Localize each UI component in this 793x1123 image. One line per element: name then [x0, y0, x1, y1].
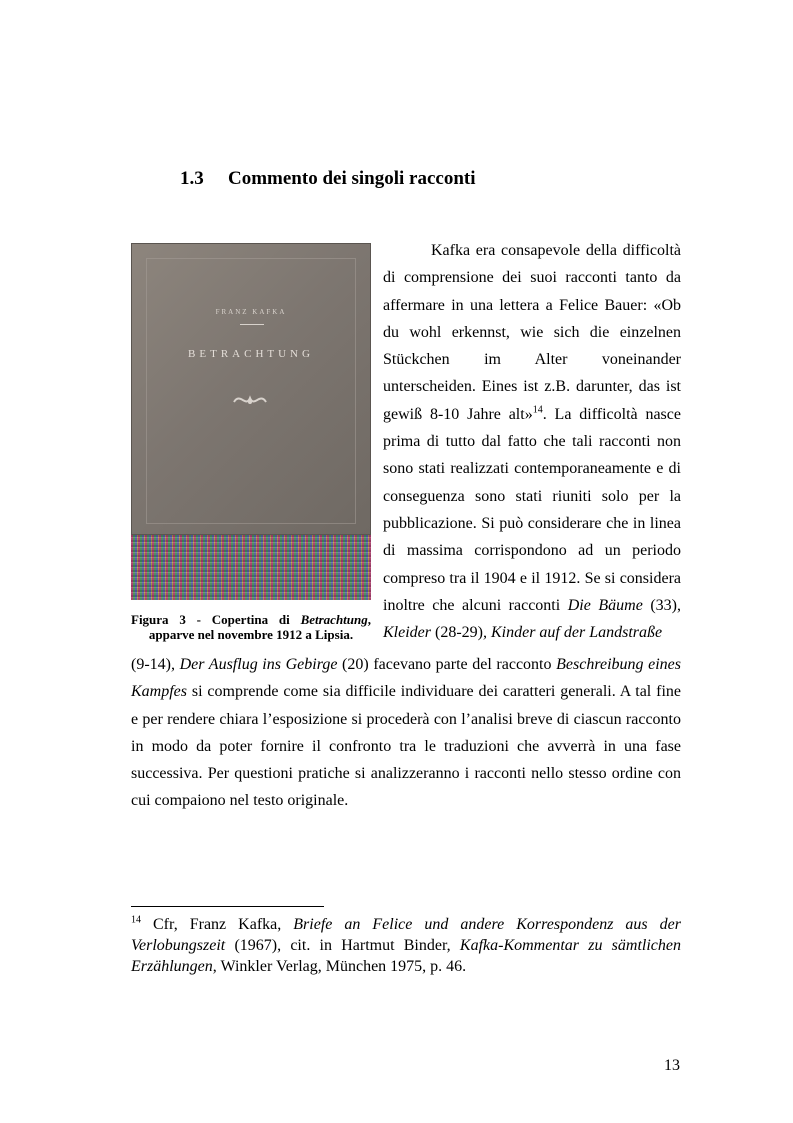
- section-number: 1.3: [180, 168, 204, 189]
- paragraph-text: . La difficoltà nasce prima di tutto dal fatto che tali racconti non sono stati realizzati contemporaneamente e di conseguenza sono stati riuniti solo per la pubblicazione. Si può considerare che in linea di massima corrispondono ad un periodo compreso tra il 1904 e il 1912. Se si considera inoltre che alcuni racconti: [383, 405, 681, 614]
- caption-prefix: Figura 3 - Copertina di: [131, 612, 301, 627]
- section-title: Commento dei singoli racconti: [228, 168, 476, 189]
- paragraph-text: si comprende come sia difficile individuare dei caratteri generali. A tal fine e per rendere chiara l’esposizione si procederà con l’analisi breve di ciascun racconto in modo da poter fornire il confronto tra le traduzioni che avverrà in una fase successiva. Per questioni pratiche si analizzeranno i racconti nello stesso ordine con cui compaiono nel testo originale.: [131, 683, 681, 810]
- footnote-text: , Winkler Verlag, München 1975, p. 46.: [212, 958, 467, 975]
- book-cover-image: [131, 243, 371, 535]
- story-pages: (33),: [642, 596, 682, 614]
- paragraph-text: Kafka era consapevole della difficoltà di comprensione dei suoi racconti tanto da affermare in una lettera a Felice Bauer: [383, 242, 681, 314]
- cover-author: FRANZ KAFKA: [215, 308, 287, 316]
- footnote: [131, 914, 681, 977]
- paragraph-text: (20) facevano parte del racconto: [337, 656, 557, 673]
- section-heading: [180, 168, 476, 190]
- story-title: Die Bäume: [567, 596, 643, 614]
- footnote-text: Cfr, Franz Kafka,: [141, 916, 294, 933]
- story-title: , Kinder auf der Landstraße: [482, 624, 663, 642]
- scan-noise-band: [131, 535, 371, 600]
- footnote-reference[interactable]: 14: [532, 404, 543, 416]
- cover-rule: [240, 324, 264, 325]
- story-pages: (28-29): [431, 624, 483, 642]
- caption-suffix: , apparve nel novembre 1912 a Lipsia.: [148, 612, 371, 642]
- story-title: Kleider: [383, 624, 431, 642]
- story-title: , Der Ausflug ins Gebirge: [170, 656, 338, 673]
- footnote-text: (1967), cit. in Hartmut Binder,: [225, 937, 460, 954]
- figure-caption: [131, 612, 371, 642]
- paragraph-full-width: [131, 651, 681, 815]
- caption-book-title: Betrachtung: [300, 612, 368, 627]
- cover-ornament-icon: [230, 390, 270, 410]
- footnote-title: Briefe an Felice und andere Korrespondenz aus der Verlobungszeit: [131, 916, 682, 954]
- story-title: Beschreibung eines Kampfes: [131, 656, 681, 701]
- page-number: 13: [664, 1057, 680, 1074]
- footnote-title: Kafka-Kommentar zu sämtlichen Erzählungen: [131, 937, 681, 975]
- footnote-separator: [131, 906, 324, 907]
- figure-book-cover: [131, 243, 371, 600]
- story-pages: (9-14): [131, 656, 171, 673]
- cover-title: BETRACHTUNG: [188, 348, 314, 360]
- paragraph-side-column: [383, 237, 681, 646]
- paragraph-quote-intro: : «Ob du wohl erkennst, wie sich die einzelnen Stückchen im Alter voneinander unterscheiden. Eines ist z.B. darunter, das ist gewiß 8-10 Jahre alt»: [383, 296, 682, 423]
- footnote-number: 14: [131, 914, 141, 926]
